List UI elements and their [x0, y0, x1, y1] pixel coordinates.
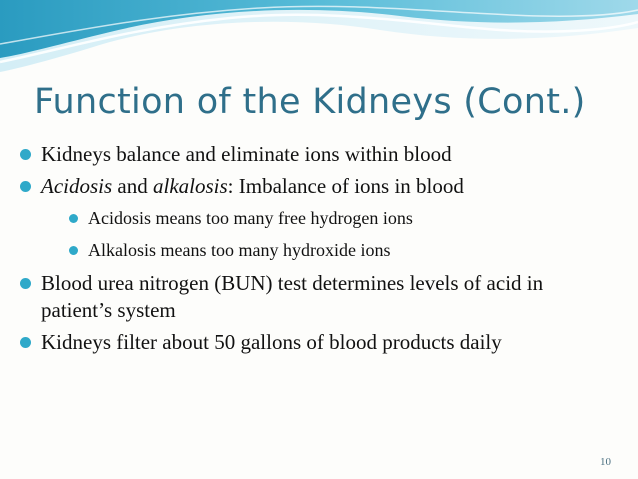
bullet-item: [14, 141, 614, 168]
bullet-dot-icon: [20, 149, 31, 160]
sub-bullet-text: Alkalosis means too many hydroxide ions: [88, 240, 391, 260]
decorative-wave-header: [0, 0, 638, 80]
term-definition: : Imbalance of ions in blood: [227, 174, 464, 198]
slide-title: Function of the Kidneys (Cont.): [34, 82, 586, 122]
sub-bullet-list: [41, 206, 614, 262]
bullet-dot-icon: [20, 181, 31, 192]
bullet-text: Blood urea nitrogen (BUN) test determines levels of acid in patient’s system: [41, 271, 544, 322]
page-number: 10: [600, 456, 611, 468]
sub-bullet-item: [63, 238, 614, 262]
term-joiner: and: [112, 174, 153, 198]
bullet-dot-icon: [69, 246, 78, 255]
bullet-item: [14, 270, 614, 324]
sub-bullet-item: [63, 206, 614, 230]
term-acidosis: Acidosis: [41, 174, 113, 198]
bullet-text: Kidneys balance and eliminate ions within blood: [41, 142, 452, 166]
sub-bullet-text: Acidosis means too many free hydrogen ions: [88, 208, 413, 228]
bullet-dot-icon: [20, 337, 31, 348]
bullet-dot-icon: [20, 278, 31, 289]
bullet-item: [14, 173, 614, 262]
bullet-text: Kidneys filter about 50 gallons of blood products daily: [41, 330, 502, 354]
bullet-text: [41, 174, 464, 198]
term-alkalosis: alkalosis: [153, 174, 228, 198]
bullet-list: [14, 141, 614, 361]
bullet-dot-icon: [69, 214, 78, 223]
bullet-item: [14, 329, 614, 356]
